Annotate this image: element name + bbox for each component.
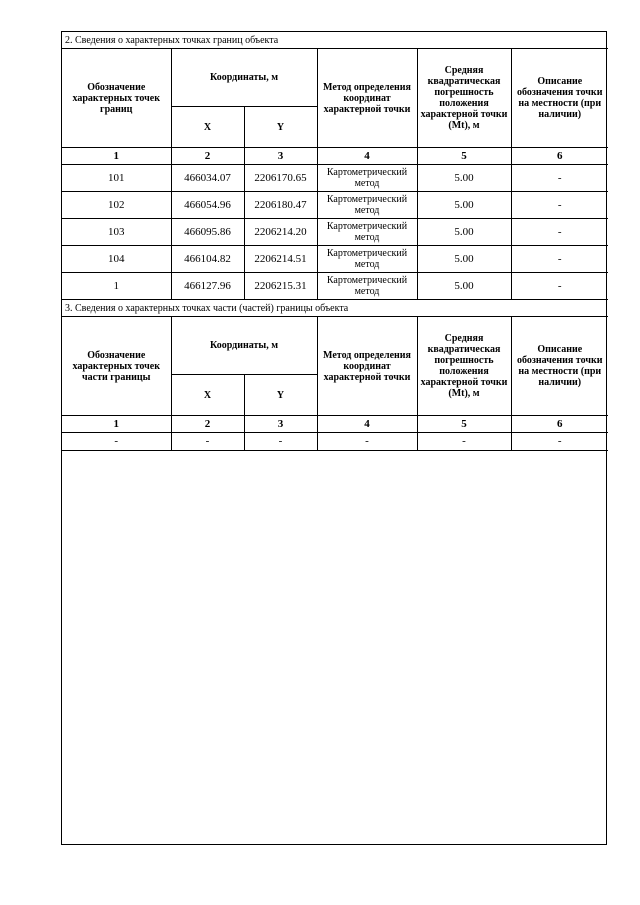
coord-y: 2206180.47: [244, 192, 317, 219]
table-row: [62, 433, 608, 451]
header-x: X: [171, 375, 244, 416]
column-number: 4: [317, 148, 417, 165]
header-y: Y: [244, 375, 317, 416]
point-id: 1: [62, 273, 171, 300]
point-id: 101: [62, 165, 171, 192]
coord-x: 466127.96: [171, 273, 244, 300]
coord-x: 466054.96: [171, 192, 244, 219]
table-row: [62, 246, 608, 273]
method: Картометрический метод: [317, 273, 417, 300]
coord-y: 2206170.65: [244, 165, 317, 192]
header-coordinates: Координаты, м: [171, 317, 317, 375]
column-number: 1: [62, 416, 171, 433]
header-description: Описание обозначения точки на местности (при наличии): [511, 317, 608, 416]
table-row: [62, 165, 608, 192]
mt-error: 5.00: [417, 192, 511, 219]
mt-error: 5.00: [417, 165, 511, 192]
section3-title: 3. Сведения о характерных точках части (частей) границы объекта: [62, 300, 608, 317]
point-id: 103: [62, 219, 171, 246]
section2-table: [62, 32, 608, 300]
coord-x: 466095.86: [171, 219, 244, 246]
header-designation: Обозначение характерных точек границ: [62, 49, 171, 148]
coord-y: 2206215.31: [244, 273, 317, 300]
column-number: 6: [511, 148, 608, 165]
column-numbers: [62, 416, 608, 433]
description: -: [511, 165, 608, 192]
table-row: [62, 219, 608, 246]
section2-title: 2. Сведения о характерных точках границ объекта: [62, 32, 608, 49]
mt-error: -: [417, 433, 511, 451]
column-number: 3: [244, 148, 317, 165]
column-number: 5: [417, 148, 511, 165]
point-id: 102: [62, 192, 171, 219]
description: -: [511, 219, 608, 246]
coord-x: 466104.82: [171, 246, 244, 273]
column-number: 2: [171, 148, 244, 165]
coord-x: 466034.07: [171, 165, 244, 192]
header-designation: Обозначение характерных точек части границы: [62, 317, 171, 416]
description: -: [511, 273, 608, 300]
header-x: X: [171, 107, 244, 148]
column-number: 6: [511, 416, 608, 433]
column-number: 5: [417, 416, 511, 433]
table-row: [62, 192, 608, 219]
coord-y: 2206214.51: [244, 246, 317, 273]
coord-y: -: [244, 433, 317, 451]
method: Картометрический метод: [317, 246, 417, 273]
method: Картометрический метод: [317, 192, 417, 219]
header-error: Средняя квадратическая погрешность положения характерной точки (Mt), м: [417, 317, 511, 416]
document-page: [61, 31, 607, 845]
header-description: Описание обозначения точки на местности (при наличии): [511, 49, 608, 148]
point-id: -: [62, 433, 171, 451]
method: Картометрический метод: [317, 165, 417, 192]
coord-y: 2206214.20: [244, 219, 317, 246]
table-row: [62, 273, 608, 300]
point-id: 104: [62, 246, 171, 273]
mt-error: 5.00: [417, 246, 511, 273]
section3-table: [62, 300, 608, 451]
description: -: [511, 433, 608, 451]
column-number: 3: [244, 416, 317, 433]
column-number: 2: [171, 416, 244, 433]
description: -: [511, 246, 608, 273]
method: Картометрический метод: [317, 219, 417, 246]
header-method: Метод определения координат характерной точки: [317, 317, 417, 416]
column-number: 1: [62, 148, 171, 165]
mt-error: 5.00: [417, 219, 511, 246]
coord-x: -: [171, 433, 244, 451]
method: -: [317, 433, 417, 451]
header-method: Метод определения координат характерной точки: [317, 49, 417, 148]
header-coordinates: Координаты, м: [171, 49, 317, 107]
header-y: Y: [244, 107, 317, 148]
column-numbers: [62, 148, 608, 165]
description: -: [511, 192, 608, 219]
mt-error: 5.00: [417, 273, 511, 300]
column-number: 4: [317, 416, 417, 433]
header-error: Средняя квадратическая погрешность положения характерной точки (Mt), м: [417, 49, 511, 148]
